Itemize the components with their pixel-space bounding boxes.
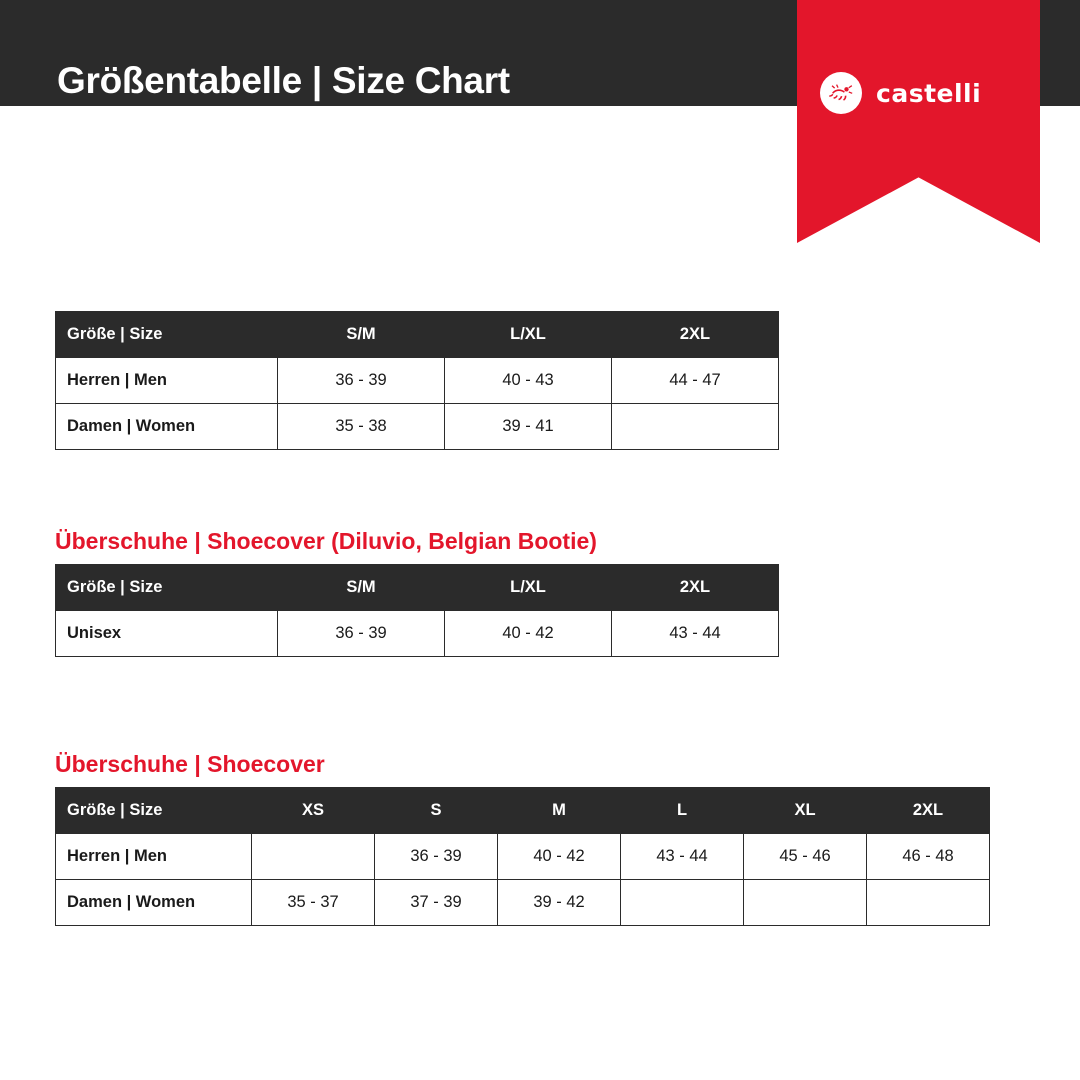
table-cell: 40 - 43 xyxy=(445,358,612,404)
section-title: Überschuhe | Shoecover xyxy=(55,751,325,777)
table-cell: 39 - 42 xyxy=(498,880,621,926)
column-header: XL xyxy=(744,788,867,834)
table-header-row xyxy=(56,312,779,358)
column-header: S xyxy=(375,788,498,834)
table-cell: 36 - 39 xyxy=(278,611,445,657)
table-row xyxy=(56,358,779,404)
table-cell xyxy=(621,880,744,926)
table-cell: 39 - 41 xyxy=(445,404,612,450)
table-cell: 45 - 46 xyxy=(744,834,867,880)
page-title xyxy=(57,54,757,162)
table-header-row xyxy=(56,565,779,611)
column-header: Größe | Size xyxy=(56,312,278,358)
page-title-line1: Größentabelle | Size Chart xyxy=(57,60,510,101)
table-cell xyxy=(252,834,375,880)
row-label: Herren | Men xyxy=(56,358,278,404)
table-row xyxy=(56,611,779,657)
row-label: Damen | Women xyxy=(56,404,278,450)
table-cell: 37 - 39 xyxy=(375,880,498,926)
section-socks xyxy=(55,311,779,450)
table-row xyxy=(56,834,990,880)
table-row xyxy=(56,404,779,450)
scorpion-logo-icon xyxy=(820,72,862,114)
table-cell xyxy=(867,880,990,926)
brand-ribbon xyxy=(797,0,1040,243)
column-header: Größe | Size xyxy=(56,565,278,611)
column-header: 2XL xyxy=(612,565,779,611)
row-label: Herren | Men xyxy=(56,834,252,880)
column-header: 2XL xyxy=(612,312,779,358)
table-shoecover xyxy=(55,787,990,926)
column-header: L/XL xyxy=(445,312,612,358)
table-cell: 40 - 42 xyxy=(498,834,621,880)
column-header: S/M xyxy=(278,565,445,611)
section-title: Überschuhe | Shoecover (Diluvio, Belgian Bootie) xyxy=(55,528,597,554)
table-cell: 35 - 38 xyxy=(278,404,445,450)
table-header-row xyxy=(56,788,990,834)
table-cell: 43 - 44 xyxy=(612,611,779,657)
table-cell: 43 - 44 xyxy=(621,834,744,880)
table-row xyxy=(56,880,990,926)
table-cell: 36 - 39 xyxy=(278,358,445,404)
table-cell: 40 - 42 xyxy=(445,611,612,657)
section-shoecover-unisex xyxy=(55,528,779,657)
table-cell: 35 - 37 xyxy=(252,880,375,926)
brand-logo xyxy=(820,72,981,114)
row-label: Damen | Women xyxy=(56,880,252,926)
table-cell xyxy=(744,880,867,926)
column-header: XS xyxy=(252,788,375,834)
section-shoecover xyxy=(55,751,990,926)
row-label: Unisex xyxy=(56,611,278,657)
table-cell xyxy=(612,404,779,450)
table-cell: 36 - 39 xyxy=(375,834,498,880)
column-header: 2XL xyxy=(867,788,990,834)
table-socks xyxy=(55,311,779,450)
table-cell: 44 - 47 xyxy=(612,358,779,404)
page-title-line2: Socken | Socks xyxy=(85,114,353,155)
column-header: L xyxy=(621,788,744,834)
brand-wordmark: castelli xyxy=(876,78,982,108)
column-header: S/M xyxy=(278,312,445,358)
column-header: Größe | Size xyxy=(56,788,252,834)
table-cell: 46 - 48 xyxy=(867,834,990,880)
table-shoecover-unisex xyxy=(55,564,779,657)
column-header: L/XL xyxy=(445,565,612,611)
column-header: M xyxy=(498,788,621,834)
